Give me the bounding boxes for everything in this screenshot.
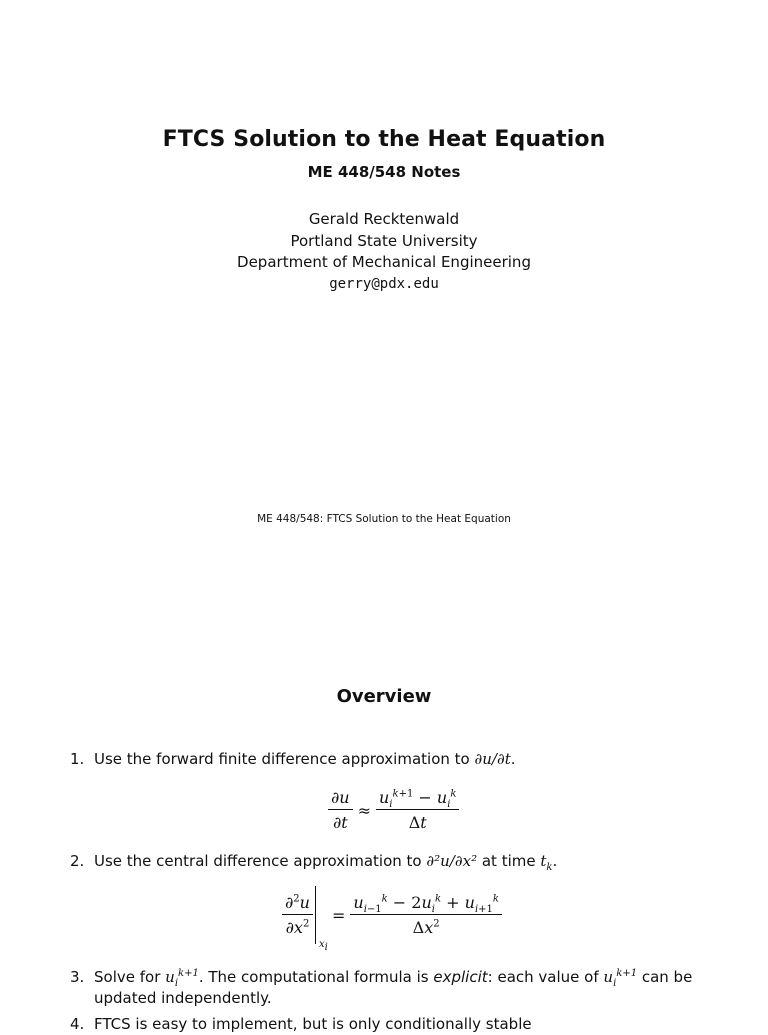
inline-math-time-sub: k	[546, 862, 553, 873]
inline-math: ∂u/∂t	[474, 750, 511, 768]
list-text: FTCS is easy to implement, but is only conditionally stable	[94, 1015, 532, 1033]
list-number: 1.	[70, 750, 85, 768]
department: Department of Mechanical Engineering	[237, 253, 531, 271]
email: gerry@pdx.edu	[329, 275, 439, 292]
list-number: 4.	[70, 1015, 85, 1033]
list-text-mid: . The computational formula is	[198, 968, 434, 986]
list-text-end: .	[552, 852, 558, 870]
inline-math-u: $u_i^{k+1}$	[165, 968, 199, 989]
list-text-mid: at time	[477, 852, 541, 870]
document-title: FTCS Solution to the Heat Equation	[162, 127, 606, 152]
inline-math-u2: $u_i^{k+1}$	[603, 968, 638, 989]
institution: Portland State University	[290, 231, 478, 250]
list-item-3	[70, 967, 710, 1009]
inline-math-time: t	[540, 852, 547, 870]
emphasis: explicit	[433, 968, 488, 986]
list-text: Use the forward finite difference approximation to	[94, 750, 475, 768]
list-number: 2.	[70, 852, 85, 870]
list-item-1	[70, 749, 710, 770]
author-name: Gerald Recktenwald	[308, 210, 460, 228]
list-number: 3.	[70, 968, 85, 986]
inline-math: ∂²u/∂x²	[426, 852, 478, 870]
list-item-2	[70, 851, 710, 872]
equation-forward-difference: $\frac{\partial u}{\partial t}$ ≈ $\frac{u_i^{k+1} - u_i^k}{\Delta t}$	[328, 788, 459, 832]
list-text-mid2: : each value of	[487, 968, 604, 986]
list-item-4	[70, 1014, 710, 1035]
equation-central-difference: $\frac{\partial^2u}{\partial x^2}$ $x_i$ = $\frac{u_{i-1}^k - 2u_i^k + u_{i+1}^k}{\Delta x^2}$	[282, 886, 502, 944]
list-text: Solve for	[94, 968, 166, 986]
author-block	[0, 209, 768, 295]
slide-heading: Overview	[336, 686, 432, 707]
list-text: Use the central difference approximation to	[94, 852, 427, 870]
list-text-end: .	[510, 750, 516, 768]
list-text-end: can be updated independently.	[94, 968, 693, 1007]
slide-header: ME 448/548: FTCS Solution to the Heat Equation	[257, 513, 511, 525]
document-subtitle: ME 448/548 Notes	[307, 163, 461, 181]
